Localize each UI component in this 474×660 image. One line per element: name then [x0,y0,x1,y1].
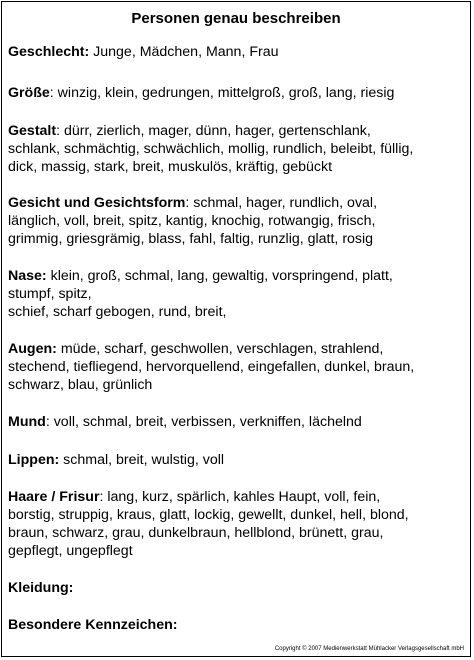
section-text: schwarz, blau, grünlich [8,377,153,393]
section-text: : schmal, hager, rundlich, oval, [185,195,378,211]
section-gesicht [8,194,470,248]
section-geschlecht [8,43,470,61]
section-text: schmal, breit, wulstig, voll [59,452,225,468]
section-mund [8,413,470,431]
section-label: Geschlecht: [8,44,90,60]
section-kleidung [8,579,470,597]
copyright-notice: Copyright © 2007 Medienwerkstatt Mühlacker Verlagsgesellschaft mbH [274,646,464,652]
section-label: Gestalt [8,123,57,139]
section-text: : lang, kurz, spärlich, kahles Haupt, voll, fein, [99,489,381,505]
section-label: Augen: [8,341,57,357]
section-text: schlank, schmächtig, schwächlich, mollig, rundlich, beleibt, füllig, [8,141,414,157]
section-text: müde, scharf, geschwollen, verschlagen, strahlend, [56,341,384,357]
section-label: Nase: [8,268,47,284]
section-text: dick, massig, stark, breit, muskulös, kräftig, gebückt [8,159,333,175]
section-text: gepflegt, ungepflegt [8,543,133,559]
section-text: : dürr, zierlich, mager, dünn, hager, gertenschlank, [56,123,371,139]
section-text: braun, schwarz, grau, dunkelbraun, hellblond, brünett, grau, [8,525,384,541]
section-text: stumpf, spitz, [8,286,92,302]
section-label: Mund [8,414,46,430]
section-lippen [8,451,470,469]
section-text: : winzig, klein, gedrungen, mittelgroß, groß, lang, riesig [49,85,395,101]
section-nase [8,267,470,321]
section-text: Junge, Mädchen, Mann, Frau [93,44,279,60]
section-text: : voll, schmal, breit, verbissen, verkniffen, lächelnd [45,414,362,430]
worksheet [1,1,471,657]
section-label: Lippen: [8,452,60,468]
section-text: grimmig, griesgrämig, blass, fahl, faltig, runzlig, glatt, rosig [8,231,374,247]
section-label: Größe [8,85,50,101]
section-label: Haare / Frisur [8,489,100,505]
section-gestalt [8,122,470,176]
section-text: stechend, tiefliegend, hervorquellend, eingefallen, dunkel, braun, [8,359,415,375]
section-label: Besondere Kennzeichen: [8,617,178,633]
section-text: länglich, voll, breit, spitz, kantig, knochig, rotwangig, frisch, [8,213,376,229]
section-groesse [8,84,470,102]
section-label: Gesicht und Gesichtsform [8,195,186,211]
section-haare [8,488,470,560]
section-text: schief, scharf gebogen, rund, breit, [8,304,227,320]
page-title: Personen genau beschreiben [131,10,341,27]
section-augen [8,340,470,394]
section-text: borstig, struppig, kraus, glatt, lockig, gewellt, dunkel, hell, blond, [8,507,409,523]
section-label: Kleidung: [8,580,74,596]
section-besondere-kennzeichen [8,616,470,634]
section-text: klein, groß, schmal, lang, gewaltig, vorspringend, platt, [46,268,393,284]
